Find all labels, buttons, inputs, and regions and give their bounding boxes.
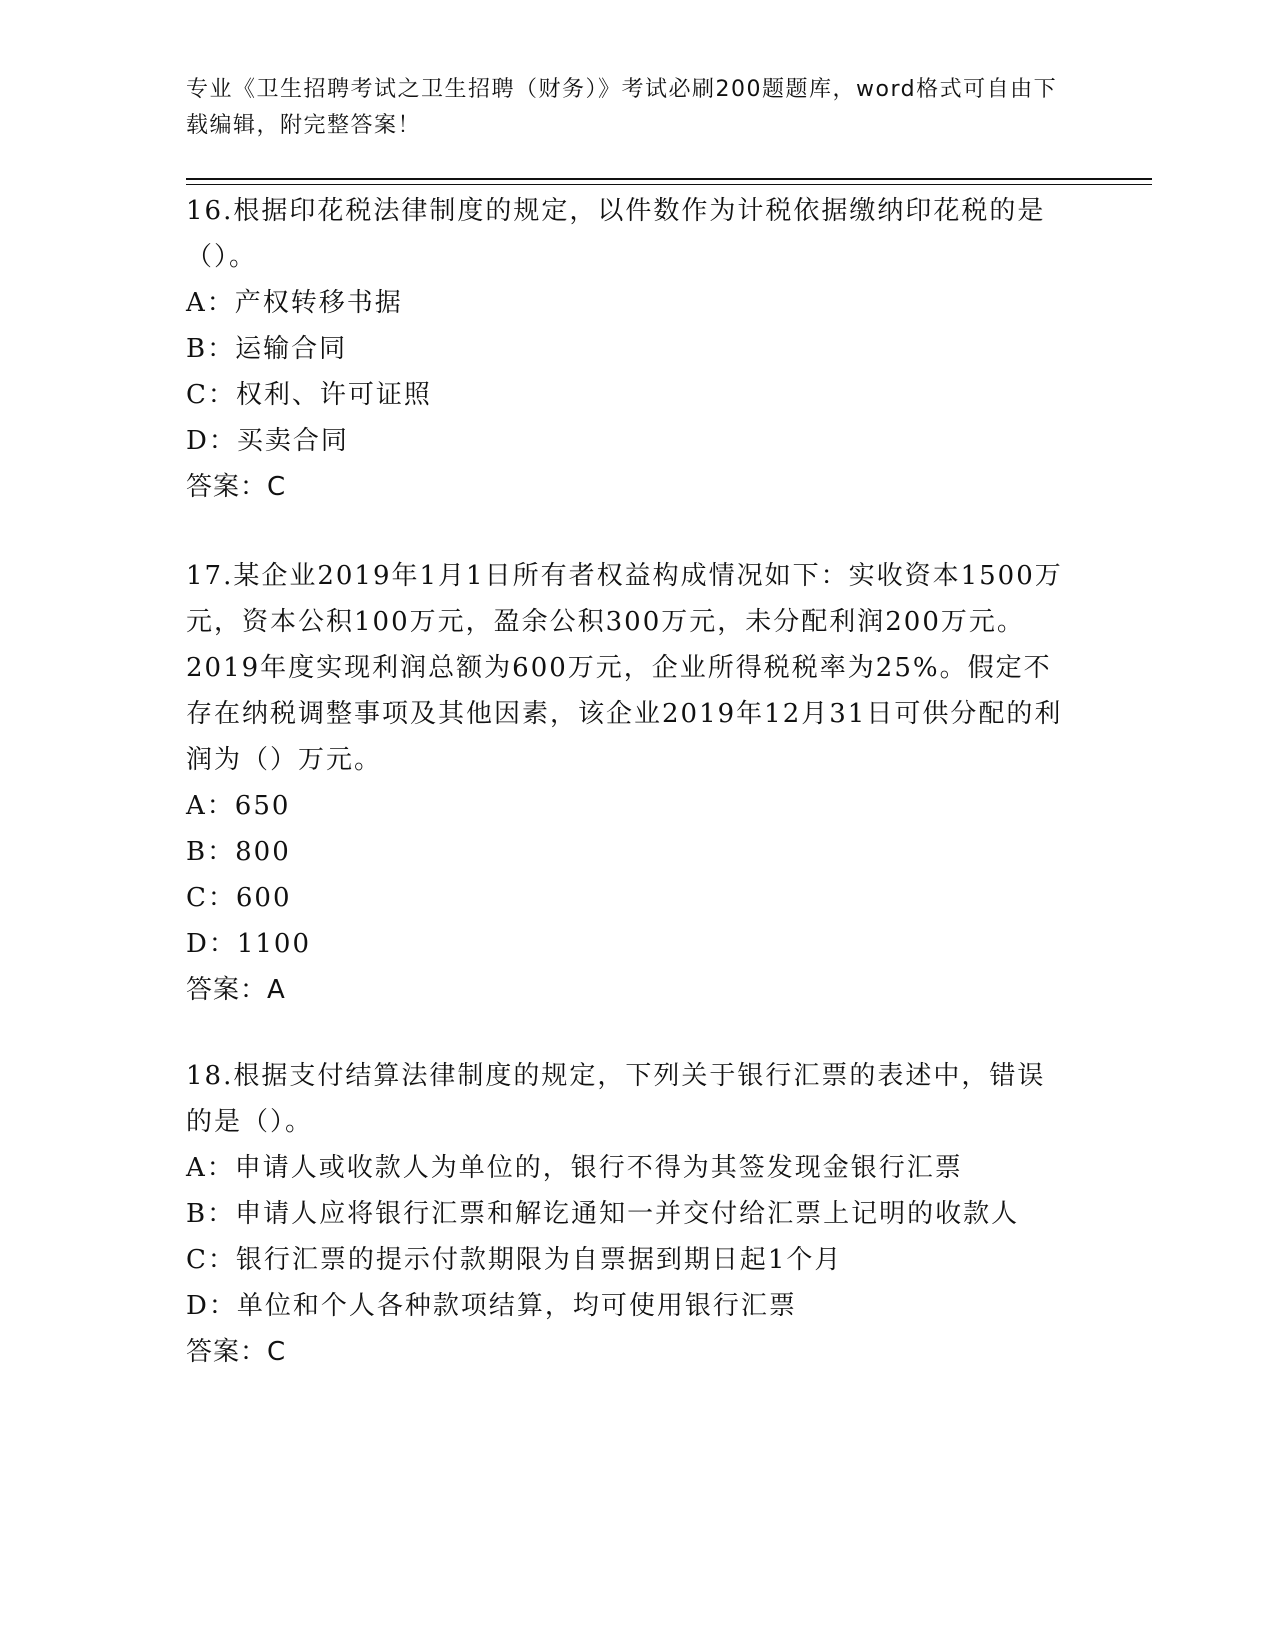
question-stem: 18.根据支付结算法律制度的规定，下列关于银行汇票的表述中，错误的是（）。 — [186, 1061, 1046, 1137]
question-stem: 17.某企业2019年1月1日所有者权益构成情况如下：实收资本1500万元，资本公积100万元，盈余公积300万元，未分配利润200万元。2019年度实现利润总额为600万元，企业所得税税率为25%。假定不存在纳税调整事项及其他因素，该企业2019年12月31日可供分配的利润为（）万元。 — [186, 561, 1063, 775]
header-rule-thick — [186, 178, 1152, 180]
option-b: B：运输合同 — [186, 334, 348, 364]
question-16 — [186, 188, 1066, 510]
option-b: B：申请人应将银行汇票和解讫通知一并交付给汇票上记明的收款人 — [186, 1199, 1020, 1229]
question-stem: 16.根据印花税法律制度的规定，以件数作为计税依据缴纳印花税的是（）。 — [186, 196, 1046, 272]
document-header: 专业《卫生招聘考试之卫生招聘（财务）》考试必刷200题题库，word格式可自由下载编辑，附完整答案！ — [186, 77, 1058, 138]
answer: 答案：A — [186, 975, 286, 1005]
option-d: D：单位和个人各种款项结算，均可使用银行汇票 — [186, 1291, 797, 1321]
option-a: A：产权转移书据 — [186, 288, 403, 318]
header-rule-thin — [186, 184, 1152, 185]
answer: 答案：C — [186, 1337, 287, 1367]
option-b: B：800 — [186, 837, 291, 867]
option-c: C：银行汇票的提示付款期限为自票据到期日起1个月 — [186, 1245, 843, 1275]
option-d: D：1100 — [186, 929, 312, 959]
question-18 — [186, 1053, 1066, 1375]
question-17 — [186, 553, 1066, 1013]
option-a: A：申请人或收款人为单位的，银行不得为其签发现金银行汇票 — [186, 1153, 963, 1183]
option-a: A：650 — [186, 791, 291, 821]
option-c: C：权利、许可证照 — [186, 380, 432, 410]
option-d: D：买卖合同 — [186, 426, 349, 456]
answer: 答案：C — [186, 472, 287, 502]
option-c: C：600 — [186, 883, 292, 913]
